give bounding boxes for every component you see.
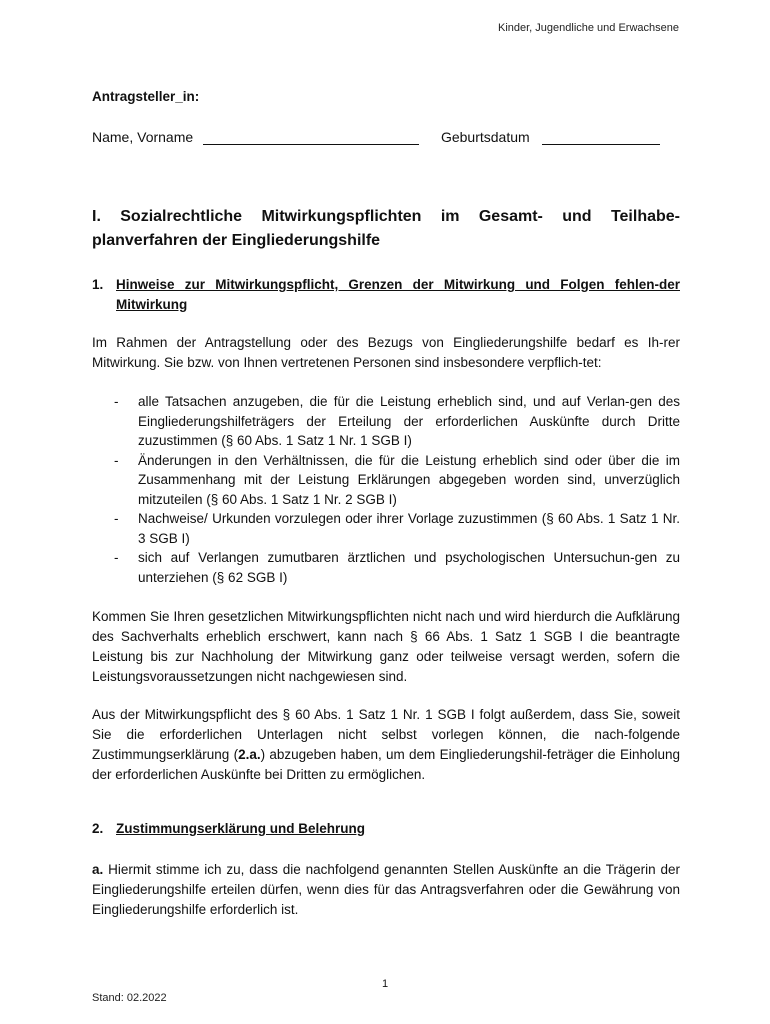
dob-label: Geburtsdatum: [440, 129, 530, 145]
version-date: Stand: 02.2022: [92, 992, 167, 1004]
bullet-dash: -: [114, 452, 119, 468]
subsection-title: Hinweise zur Mitwirkungspflicht, Grenzen der Mitwirkung und Folgen fehlen-der Mitwirkung: [116, 277, 680, 312]
list-item: [92, 392, 680, 451]
consent-duty-text-start: Aus der Mitwirkungspflicht des § 60 Abs. 1 Satz 1 Nr. 1 SGB I folgt außerdem, dass Sie, soweit Sie die erforderlichen Unterlagen nicht selbst vorlegen können, die nach-folgende Zustimmungserklärung (: [92, 707, 680, 762]
bullet-dash: -: [114, 511, 119, 526]
consent-duty-text-end: ) abzugeben haben, um dem Eingliederungshil-feträger die Einholung der erforderlichen Auskünfte bei Dritten zu ermöglichen.: [92, 747, 681, 782]
consent-duty-paragraph: [92, 705, 680, 785]
consent-paragraph-a: [92, 860, 680, 920]
list-item-text: sich auf Verlangen zumutbaren ärztlichen und psychologischen Untersuchun-gen zu unterziehen (§ 62 SGB I): [138, 550, 680, 585]
header-category: Kinder, Jugendliche und Erwachsene: [497, 22, 679, 34]
bullet-dash: -: [114, 550, 119, 565]
list-item: [92, 451, 680, 510]
list-item: [92, 509, 680, 548]
list-item-text: Änderungen in den Verhältnissen, die für die Leistung erheblich sind oder über die im Zusammenhang mit der Leistung Erklärungen abgegeben worden sind, unverzüglich mitzuteilen (§ 60 Abs. 1 Satz 1 Nr. 2 SGB I): [138, 452, 680, 507]
list-item-text: Nachweise/ Urkunden vorzulegen oder ihrer Vorlage zuzustimmen (§ 60 Abs. 1 Satz 1 Nr. 3 SGB I): [138, 511, 680, 546]
consequences-paragraph: Kommen Sie Ihren gesetzlichen Mitwirkungspflichten nicht nach und wird hierdurch die Aufklärung des Sachverhalts erheblich erschwert, kann nach § 66 Abs. 1 Satz 1 SGB I die beantragte Leistung bis zur Nachholung der Mitwirkung ganz oder teilweise versagt werden, sofern die Leistungsvoraussetzungen nicht nachgewiesen sind.: [92, 609, 680, 684]
consent-text: Hiermit stimme ich zu, dass die nachfolgend genannten Stellen Auskünfte an die Trägerin der Eingliederungshilfe erteilen dürfen, wenn dies für das Antragsverfahren oder die Gewährung von Eingliederungshilfe erforderlich ist.: [92, 862, 680, 917]
consent-reference: 2.a.: [238, 747, 261, 762]
subsection-heading-2: [92, 819, 680, 839]
name-label: Name, Vorname: [92, 129, 194, 145]
obligations-list: [92, 392, 680, 587]
dob-field[interactable]: [542, 128, 660, 145]
name-field[interactable]: [203, 128, 419, 145]
item-label: a.: [92, 862, 104, 877]
page-number: 1: [381, 978, 389, 990]
applicant-fields: [92, 128, 660, 145]
list-item: [92, 548, 680, 587]
subsection-number: 1.: [92, 277, 104, 292]
subsection-number: 2.: [92, 821, 104, 836]
bullet-dash: -: [114, 394, 119, 409]
applicant-label: Antragsteller_in:: [92, 89, 200, 104]
intro-paragraph: Im Rahmen der Antragstellung oder des Bezugs von Eingliederungshilfe bedarf es Ih-rer Mitwirkung. Sie bzw. von Ihnen vertretenen Personen sind insbesondere verpflich-tet:: [92, 335, 680, 370]
section-title: I. Sozialrechtliche Mitwirkungspflichten im Gesamt- und Teilhabe-planverfahren der Eingliederungshilfe: [92, 208, 680, 249]
subsection-heading-1: [92, 275, 680, 315]
list-item-text: alle Tatsachen anzugeben, die für die Leistung erheblich sind, und auf Verlan-gen des Eingliederungshilfeträgers der Erteilung der erforderlichen Auskünfte durch Dritte zuzustimmen (§ 60 Abs. 1 Satz 1 Nr. 1 SGB I): [138, 394, 680, 448]
subsection-title: Zustimmungserklärung und Belehrung: [116, 821, 366, 836]
